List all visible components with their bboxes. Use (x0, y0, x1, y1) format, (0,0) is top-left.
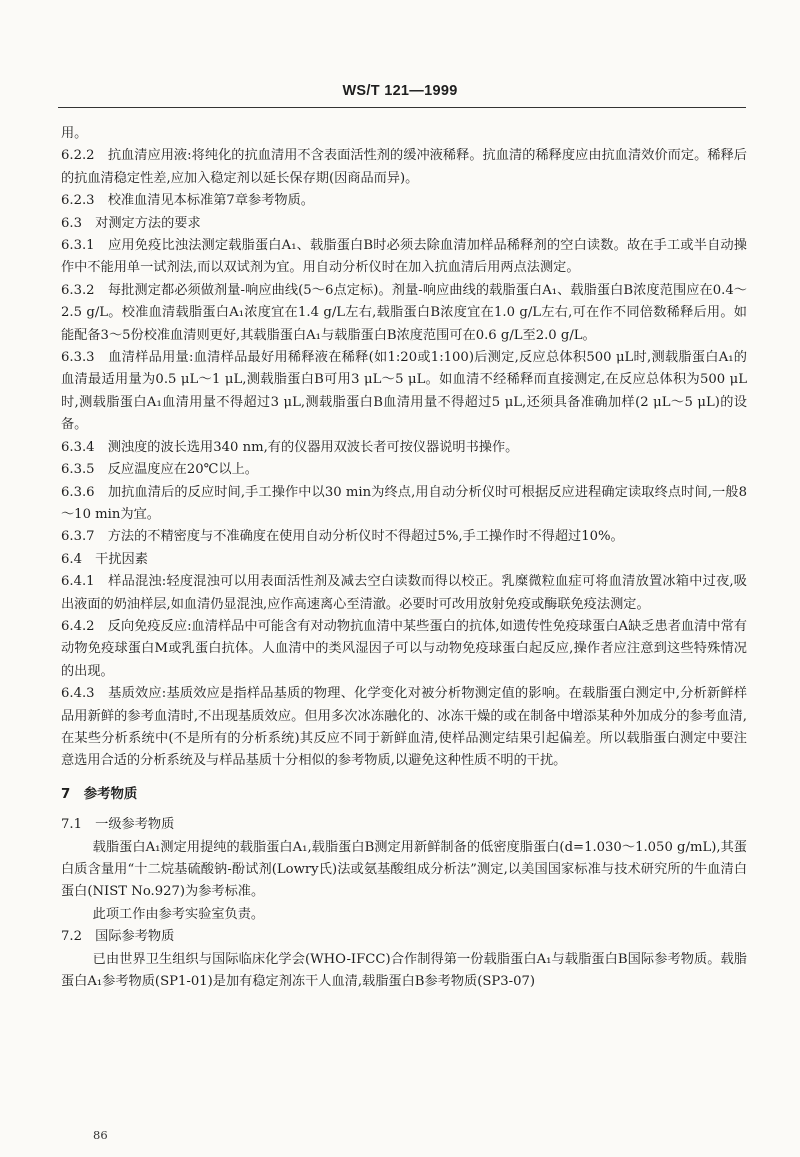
section-7-1-heading: 7.1 一级参考物质 (61, 817, 175, 833)
header-rule (58, 107, 746, 108)
section-6-4-heading: 6.4 干扰因素 (61, 551, 148, 567)
paragraph-6-4-3: 6.4.3 基质效应:基质效应是指样品基质的物理、化学变化对被分析物测定值的影响。在载脂蛋白测定中,分析新鲜样品用新鲜的参考血清时,不出现基质效应。但用多次冰冻融化的、冰冻干燥的或在制备中增添某种外加成分的参考血清,在某些分析系统中(不是所有的分析系统)其反应不同于新鲜血清,使样品测定结果引起偏差。所以载脂蛋白测定中要注意选用合适的分析系统及与样品基质十分相似的参考物质,以避免这种性质不明的干扰。 (61, 686, 747, 769)
standard-code-header: WS/T 121—1999 (342, 83, 458, 99)
paragraph-6-4-1: 6.4.1 样品混浊:轻度混浊可以用表面活性剂及减去空白读数而得以校正。乳糜微粒血症可将血清放置冰箱中过夜,吸出液面的奶油样层,如血清仍显混浊,应作高速离心至清澈。必要时可改用放射免疫或酶联免疫法测定。 (61, 574, 747, 612)
paragraph-6-3-4: 6.3.4 测浊度的波长选用340 nm,有的仪器用双波长者可按仪器说明书操作。 (61, 439, 519, 455)
paragraph-6-4-2: 6.4.2 反向免疫反应:血清样品中可能含有对动物抗血清中某些蛋白的抗体,如遗传性免疫球蛋白A缺乏患者血清中常有动物免疫球蛋白M或乳蛋白抗体。人血清中的类风湿因子可以与动物免疫球蛋白起反应,操作者应注意到这些特殊情况的出现。 (61, 618, 747, 679)
paragraph-6-3-3: 6.3.3 血清样品用量:血清样品最好用稀释液在稀释(如1:20或1:100)后测定,反应总体积500 μL时,测载脂蛋白A₁的血清最适用量为0.5 μL～1 μL,测载脂蛋白B可用3 μL～5 μL。如血清不经稀释而直接测定,在反应总体积为500 μL时,测载脂蛋白A₁血清用量不得超过3 μL,测载脂蛋白B血清用量不得超过5 μL,还须具备准确加样(2 μL～5 μL)的设备。 (61, 350, 747, 433)
chapter-7-heading: 7 参考物质 (61, 786, 138, 802)
document-body (61, 123, 747, 993)
paragraph-6-3-7: 6.3.7 方法的不精密度与不准确度在使用自动分析仪时不得超过5%,手工操作时不得超过10%。 (61, 529, 624, 545)
paragraph-continuation: 用。 (61, 126, 88, 141)
paragraph-6-2-2: 6.2.2 抗血清应用液:将纯化的抗血清用不含表面活性剂的缓冲液稀释。抗血清的稀释度应由抗血清效价而定。稀释后的抗血清稳定性差,应加入稳定剂以延长保存期(因商品而异)。 (61, 148, 747, 186)
paragraph-6-3-6: 6.3.6 加抗血清后的反应时间,手工操作中以30 min为终点,用自动分析仪时可根据反应进程确定读取终点时间,一般8～10 min为宜。 (61, 484, 747, 522)
section-6-3-heading: 6.3 对测定方法的要求 (61, 215, 201, 231)
paragraph-7-1-body: 载脂蛋白A₁测定用提纯的载脂蛋白A₁,载脂蛋白B测定用新鲜制备的低密度脂蛋白(d=1.030～1.050 g/mL),其蛋白质含量用“十二烷基硫酸钠-酚试剂(Lowry氏)法或氨基酸组成分析法”测定,以美国国家标准与技术研究所的牛血清白蛋白(NIST No.927)为参考标准。 (61, 839, 747, 900)
paragraph-6-3-5: 6.3.5 反应温度应在20℃以上。 (61, 462, 258, 478)
section-7-2-heading: 7.2 国际参考物质 (61, 929, 175, 945)
paragraph-7-2-body: 已由世界卫生组织与国际临床化学会(WHO-IFCC)合作制得第一份载脂蛋白A₁与载脂蛋白B国际参考物质。载脂蛋白A₁参考物质(SP1-01)是加有稳定剂冻干人血清,载脂蛋白B参考物质(SP3-07) (61, 951, 747, 990)
paragraph-6-2-3: 6.2.3 校准血清见本标准第7章参考物质。 (61, 193, 314, 209)
paragraph-6-3-2: 6.3.2 每批测定都必须做剂量-响应曲线(5～6点定标)。剂量-响应曲线的载脂蛋白A₁、载脂蛋白B浓度范围应在0.4～2.5 g/L。校准血清载脂蛋白A₁浓度宜在1.4 g/L左右,载脂蛋白B浓度宜在1.0 g/L左右,可在作不同倍数稀释后用。如能配备3～5份校准血清则更好,其载脂蛋白A₁与载脂蛋白B浓度范围可在0.6 g/L至2.0 g/L。 (61, 282, 747, 343)
paragraph-7-1-note: 此项工作由参考实验室负责。 (92, 906, 265, 922)
page-number: 86 (93, 1128, 108, 1142)
paragraph-6-3-1: 6.3.1 应用免疫比浊法测定载脂蛋白A₁、载脂蛋白B时必须去除血清加样品稀释剂的空白读数。故在手工或半自动操作中不能用单一试剂法,而以双试剂为宜。用自动分析仪时在加入抗血清后用两点法测定。 (61, 238, 747, 276)
